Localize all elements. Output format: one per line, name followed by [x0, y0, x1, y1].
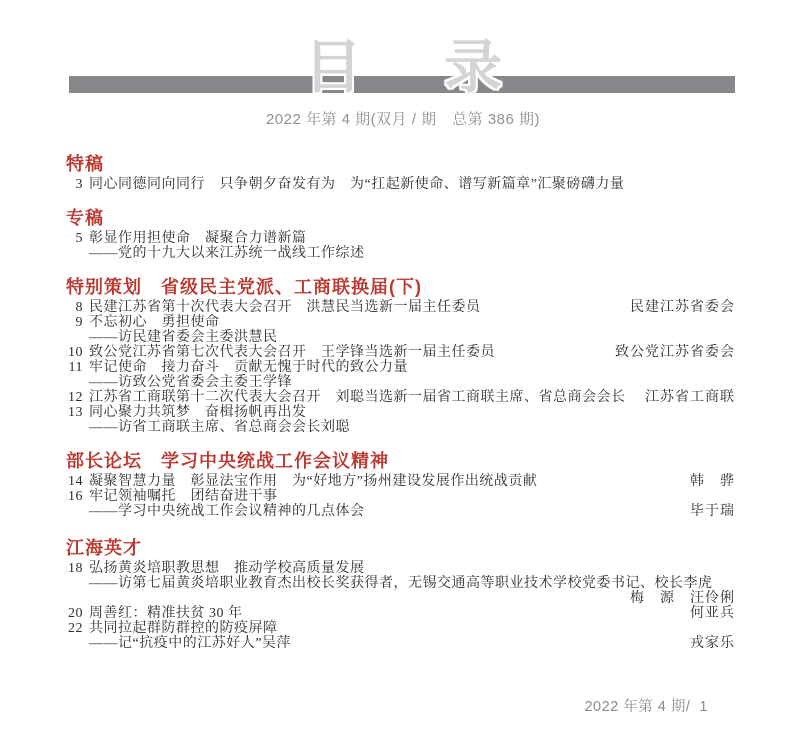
toc-entry: [66, 561, 735, 576]
section-tebiecehua: [66, 278, 735, 435]
entry-title: 周善红：精准扶贫 30 年: [89, 606, 243, 621]
toc-entry: [66, 390, 735, 405]
page-number: 20: [68, 606, 83, 621]
entry-author: 致公党江苏省委会: [615, 345, 735, 360]
section-heading: 特别策划 省级民主党派、工商联换届(下): [66, 277, 422, 297]
toc-entry: [66, 489, 735, 504]
section-zhuangao: [66, 209, 735, 261]
toc-entry-subtitle: [66, 375, 735, 390]
entry-subtitle: ——访致公党省委会主委王学锋: [89, 375, 292, 390]
entry-title: 民建江苏省第十次代表大会召开 洪慧民当选新一届主任委员: [89, 300, 481, 315]
toc-entry: [66, 177, 735, 192]
entry-author: 戎家乐: [690, 636, 735, 651]
toc-content: [66, 147, 735, 651]
entry-author: 民建江苏省委会: [630, 300, 735, 315]
page-number: 10: [68, 345, 83, 360]
toc-entry-author-line: [66, 591, 735, 606]
page-number: 14: [68, 474, 83, 489]
toc-entry: [66, 360, 735, 375]
entry-subtitle: ——学习中央统战工作会议精神的几点体会: [89, 504, 365, 519]
toc-entry: [66, 300, 735, 315]
page-number: 16: [68, 489, 83, 504]
page-number: 13: [68, 405, 83, 420]
section-heading: 专稿: [66, 208, 104, 228]
page-title-char-1: 目: [303, 35, 362, 100]
toc-entry: [66, 621, 735, 636]
entry-subtitle: ——记“抗疫中的江苏好人”吴萍: [89, 636, 291, 651]
entry-title: 牢记领袖嘱托 团结奋进干事: [89, 489, 278, 504]
page-number: 22: [68, 621, 83, 636]
entry-title: 同心同德同向同行 只争朝夕奋发有为 为“扛起新使命、谱写新篇章”汇聚磅礴力量: [89, 177, 625, 192]
page-number: 8: [75, 300, 83, 315]
entry-title: 牢记使命 接力奋斗 贡献无愧于时代的致公力量: [89, 360, 408, 375]
entry-author: 何亚兵: [690, 606, 735, 621]
section-heading: 江海英才: [66, 538, 142, 558]
entry-author: 江苏省工商联: [645, 390, 735, 405]
page-title: [0, 35, 806, 100]
toc-entry-subtitle: [66, 246, 735, 261]
section-jianghaiyingcai: [66, 539, 735, 651]
entry-title: 共同拉起群防群控的防疫屏障: [89, 621, 278, 636]
entry-title: 同心聚力共筑梦 奋楫扬帆再出发: [89, 405, 307, 420]
entry-author: 毕于瑞: [690, 504, 735, 519]
page-title-char-2: 录: [444, 35, 503, 100]
footer-pagination: 2022 年第 4 期/ 1: [584, 699, 708, 715]
issue-info: 2022 年第 4 期(双月 / 期 总第 386 期): [265, 111, 541, 128]
page-number: 11: [68, 360, 83, 375]
page-number: 5: [75, 231, 83, 246]
section-heading: 部长论坛 学习中央统战工作会议精神: [66, 451, 389, 471]
toc-entry-subtitle: [66, 636, 735, 651]
entry-subtitle: ——党的十九大以来江苏统一战线工作综述: [89, 246, 365, 261]
entry-author: 梅 源 汪伶俐: [630, 591, 735, 606]
entry-title: 凝聚智慧力量 彰显法宝作用 为“好地方”扬州建设发展作出统战贡献: [89, 474, 538, 489]
toc-entry-subtitle: [66, 504, 735, 519]
section-buzhangluntan: [66, 452, 735, 519]
toc-entry-subtitle: [66, 330, 735, 345]
entry-title: 致公党江苏省第七次代表大会召开 王学锋当选新一届主任委员: [89, 345, 495, 360]
section-tegao: [66, 155, 735, 192]
toc-entry: [66, 474, 735, 489]
entry-subtitle: ——访省工商联主席、省总商会会长刘聪: [89, 420, 350, 435]
section-heading: 特稿: [66, 154, 104, 174]
entry-subtitle: ——访民建省委会主委洪慧民: [89, 330, 278, 345]
toc-entry: [66, 606, 735, 621]
entry-title: 江苏省工商联第十二次代表大会召开 刘聪当选新一届省工商联主席、省总商会会长: [89, 390, 626, 405]
toc-entry: [66, 231, 735, 246]
entry-title: 弘扬黄炎培职教思想 推动学校高质量发展: [89, 561, 365, 576]
toc-entry: [66, 345, 735, 360]
entry-subtitle: ——访第七届黄炎培职业教育杰出校长奖获得者，无锡交通高等职业技术学校党委书记、校长李虎: [89, 576, 713, 591]
page-number: 3: [75, 177, 83, 192]
toc-entry-subtitle: [66, 420, 735, 435]
page-number: 9: [75, 315, 83, 330]
entry-author: 韩 骅: [690, 474, 735, 489]
toc-entry: [66, 405, 735, 420]
entry-title: 彰显作用担使命 凝聚合力谱新篇: [89, 231, 307, 246]
page-number: 18: [68, 561, 83, 576]
toc-entry-subtitle: [66, 576, 735, 591]
entry-title: 不忘初心 勇担使命: [89, 315, 220, 330]
toc-entry: [66, 315, 735, 330]
page-number: 12: [68, 390, 83, 405]
